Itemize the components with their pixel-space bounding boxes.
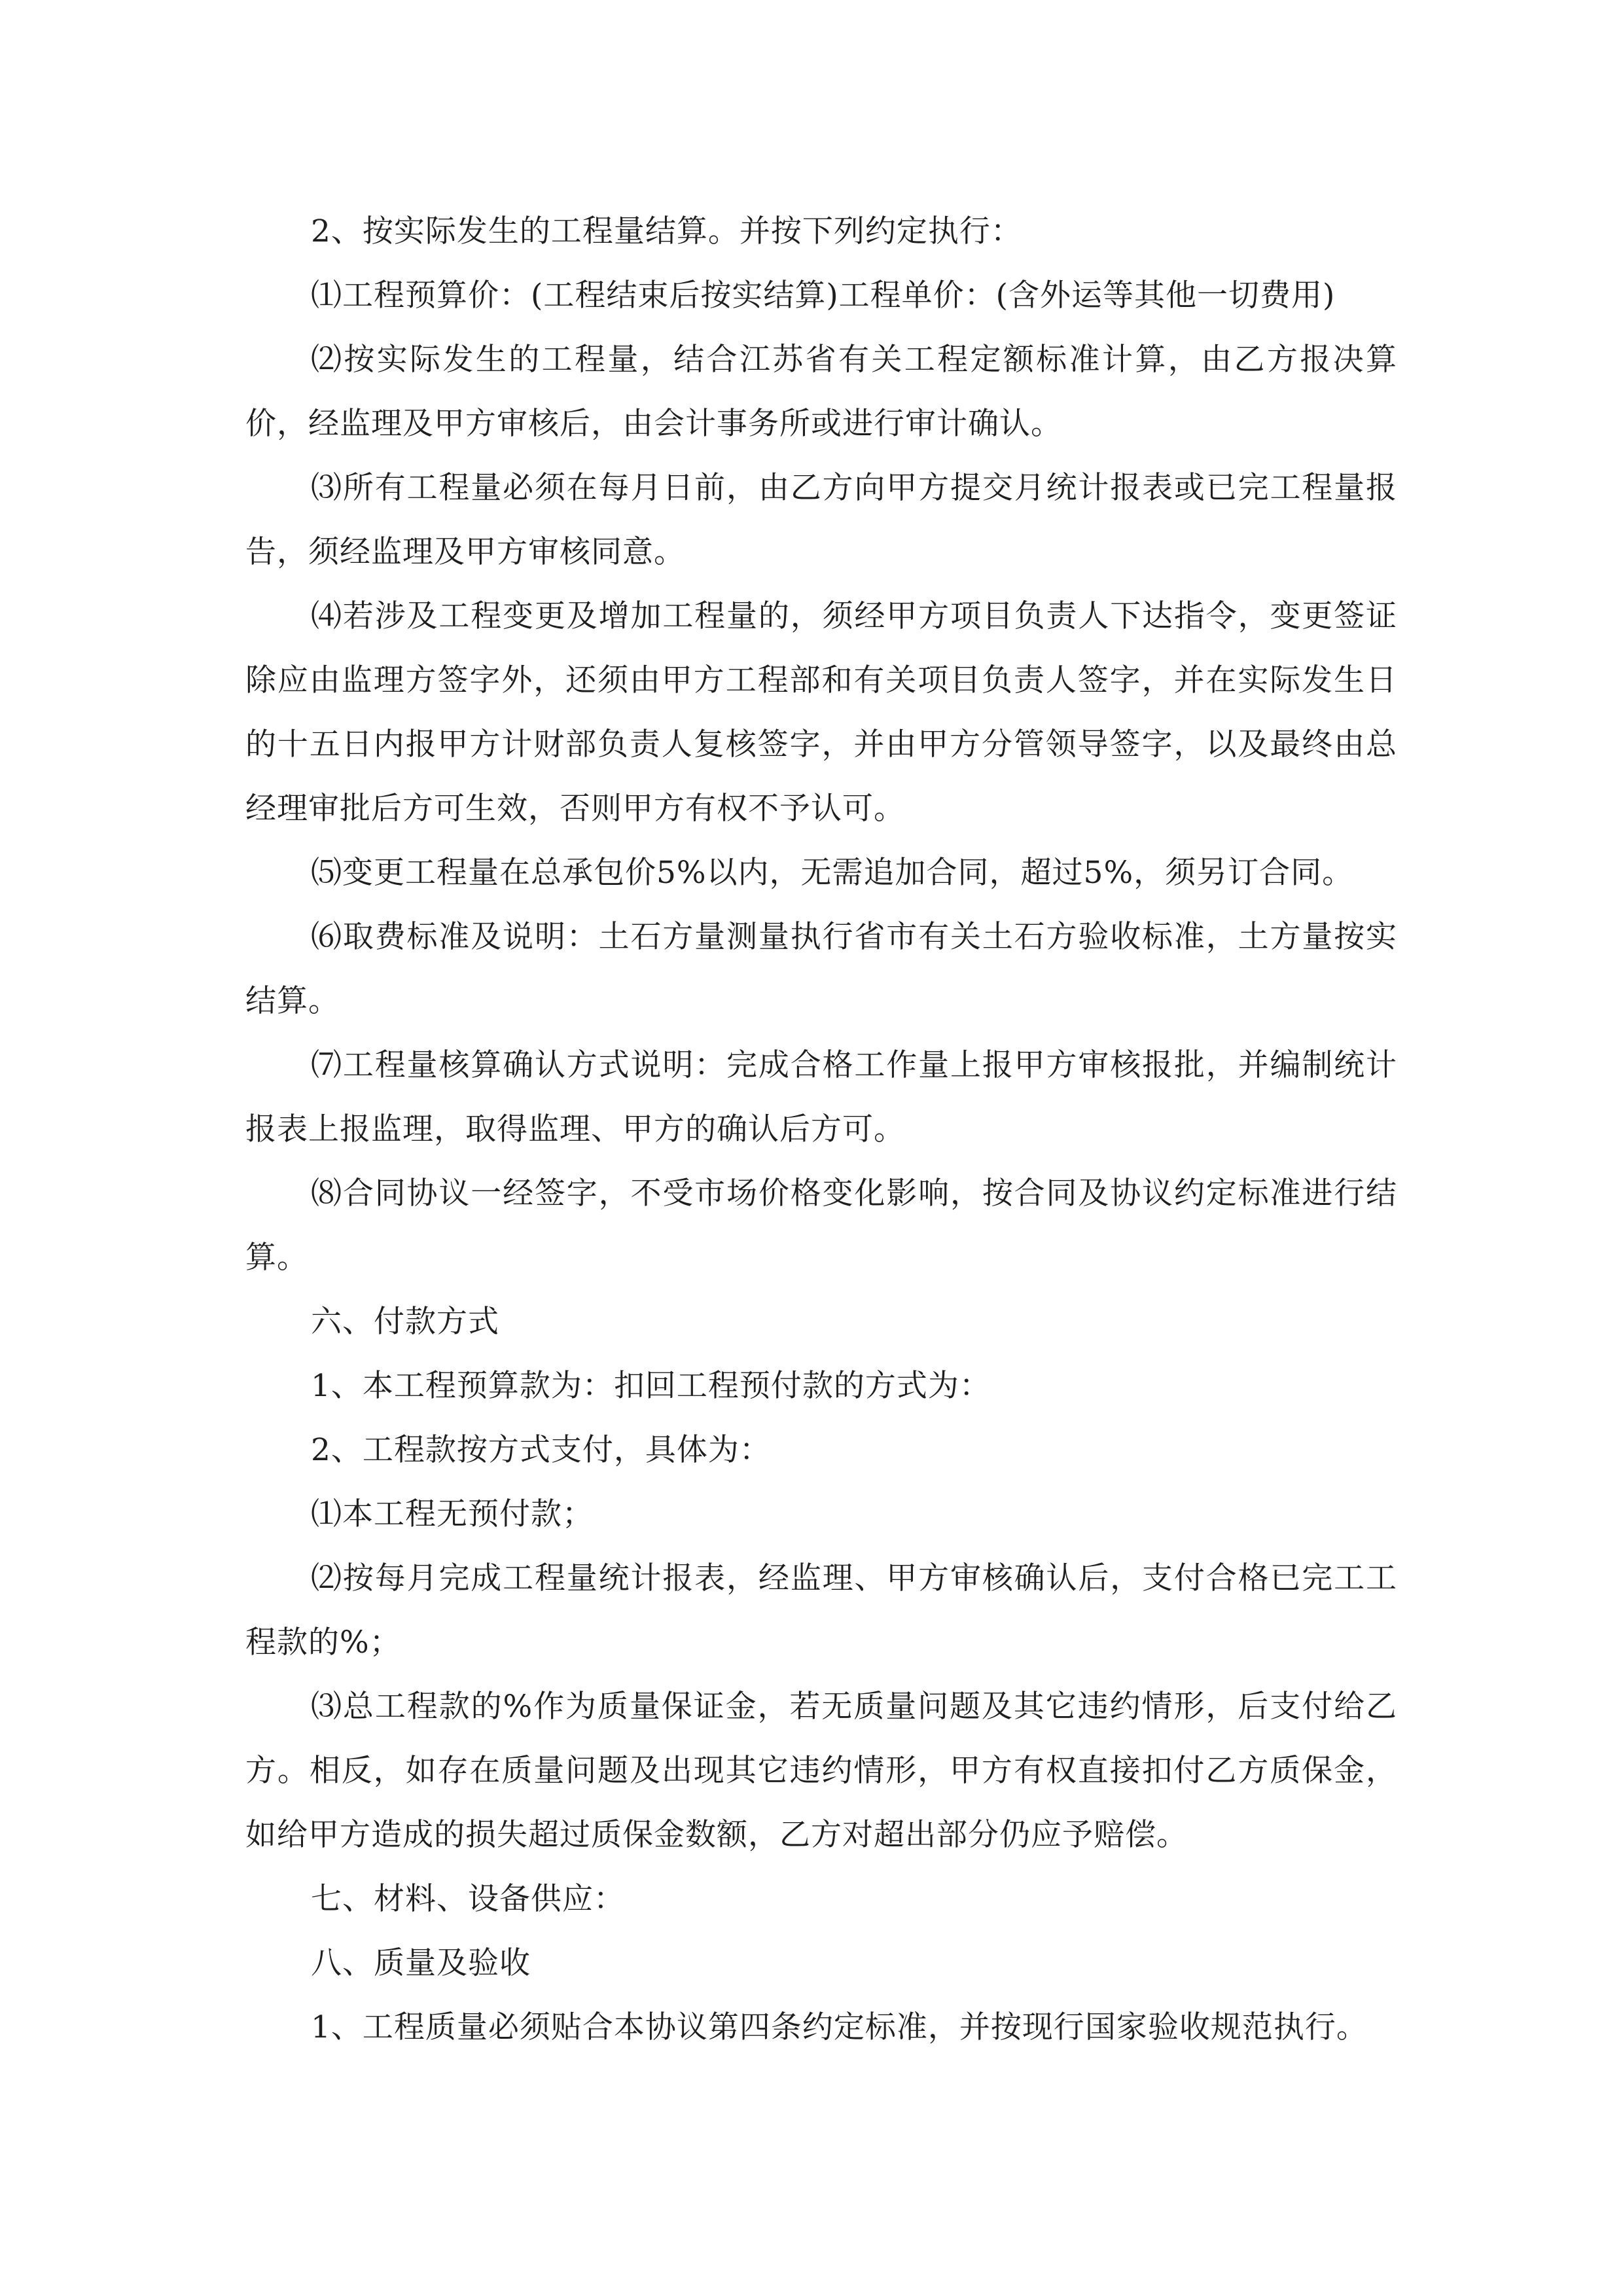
item-fee-standard: ⑹取费标准及说明：土石方量测量执行省市有关土石方验收标准，土方量按实结算。 bbox=[245, 919, 1397, 1019]
item-actual-quantity: ⑵按实际发生的工程量，结合江苏省有关工程定额标准计算，由乙方报决算价，经监理及甲方审核后，由会计事务所或进行审计确认。 bbox=[245, 342, 1397, 442]
item-quantity-confirmation: ⑺工程量核算确认方式说明：完成合格工作量上报甲方审核报批，并编制统计报表上报监理，取得监理、甲方的确认后方可。 bbox=[245, 1047, 1397, 1147]
clause-payment-method: 2、工程款按方式支付，具体为： bbox=[311, 1432, 771, 1468]
item-change-orders: ⑷若涉及工程变更及增加工程量的，须经甲方项目负责人下达指令，变更签证除应由监理方签字外，还须由甲方工程部和有关项目负责人签字，并在实际发生日的十五日内报甲方计财部负责人复核签字，并由甲方分管领导签字，以及最终由总经理审批后方可生效，否则甲方有权不予认可。 bbox=[245, 598, 1397, 827]
section-heading-payment: 六、付款方式 bbox=[311, 1304, 499, 1340]
section-heading-materials: 七、材料、设备供应： bbox=[311, 1881, 625, 1917]
item-budget-price: ⑴工程预算价：(工程结束后按实结算)工程单价：(含外运等其他一切费用) bbox=[311, 278, 1336, 314]
item-price-fixed: ⑻合同协议一经签字，不受市场价格变化影响，按合同及协议约定标准进行结算。 bbox=[245, 1175, 1397, 1276]
document-body bbox=[245, 200, 1397, 2060]
item-no-advance: ⑴本工程无预付款； bbox=[311, 1496, 594, 1532]
clause-settlement-basis: 2、按实际发生的工程量结算。并按下列约定执行： bbox=[311, 213, 1022, 249]
clause-budget-amount: 1、本工程预算款为：扣回工程预付款的方式为： bbox=[311, 1368, 991, 1404]
item-monthly-report: ⑶所有工程量必须在每月日前，由乙方向甲方提交月统计报表或已完工程量报告，须经监理及甲方审核同意。 bbox=[245, 470, 1397, 570]
section-heading-quality: 八、质量及验收 bbox=[311, 1945, 531, 1981]
item-monthly-payment: ⑵按每月完成工程量统计报表，经监理、甲方审核确认后，支付合格已完工工程款的%； bbox=[245, 1560, 1397, 1660]
item-change-limit: ⑸变更工程量在总承包价5%以内，无需追加合同，超过5%，须另订合同。 bbox=[311, 855, 1354, 891]
item-retention-money: ⑶总工程款的%作为质量保证金，若无质量问题及其它违约情形，后支付给乙方。相反，如存在质量问题及出现其它违约情形，甲方有权直接扣付乙方质保金，如给甲方造成的损失超过质保金数额，乙方对超出部分仍应予赔偿。 bbox=[245, 1689, 1397, 1853]
clause-quality-standard: 1、工程质量必须贴合本协议第四条约定标准，并按现行国家验收规范执行。 bbox=[311, 2009, 1368, 2045]
